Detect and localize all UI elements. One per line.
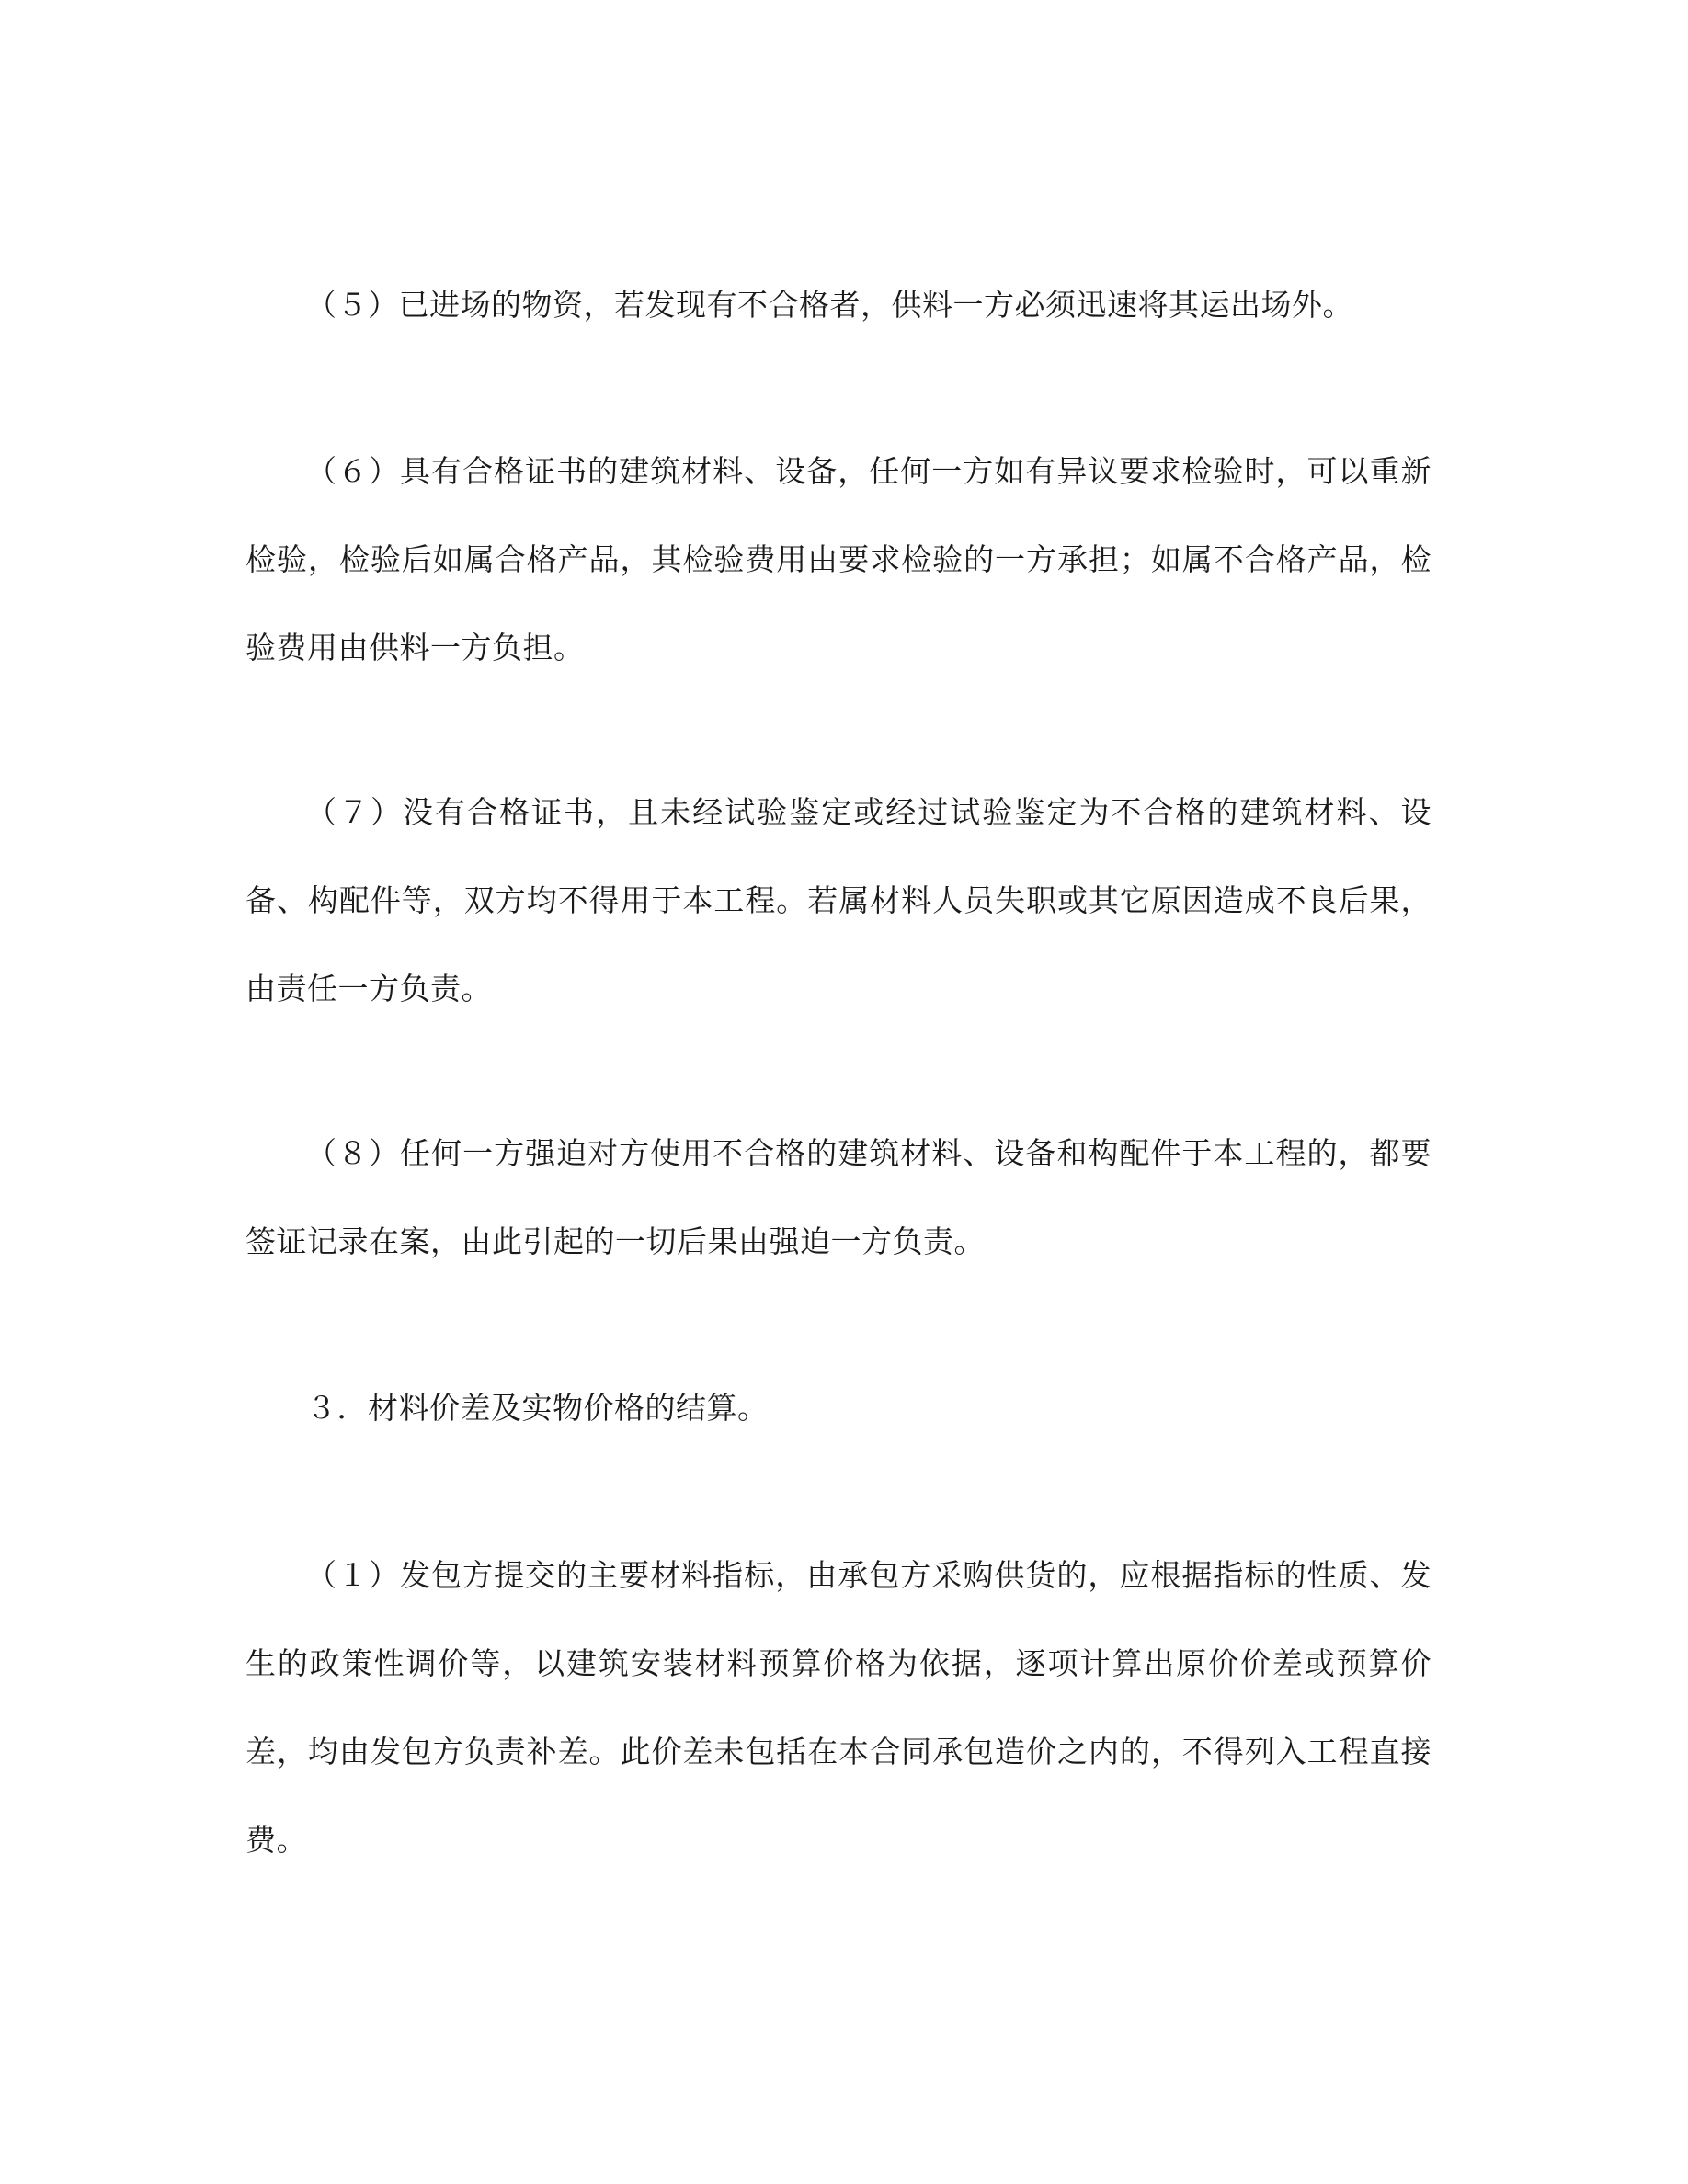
section-heading-3: ３．材料价差及实物价格的结算。: [306, 1390, 769, 1426]
paragraph-item-8: （８）任何一方强迫对方使用不合格的建筑材料、设备和构配件于本工程的，都要签证记录在案，由此引起的一切后果由强迫一方负责。: [245, 1135, 1431, 1259]
paragraph-item-1: （１）发包方提交的主要材料指标，由承包方采购供货的，应根据指标的性质、发生的政策性调价等，以建筑安装材料预算价格为依据，逐项计算出原价价差或预算价差，均由发包方负责补差。此价差未包括在本合同承包造价之内的，不得列入工程直接费。: [245, 1557, 1431, 1858]
paragraph-item-5: （５）已进场的物资，若发现有不合格者，供料一方必须迅速将其运出场外。: [306, 287, 1353, 323]
paragraph-item-6: （６）具有合格证书的建筑材料、设备，任何一方如有异议要求检验时，可以重新检验，检验后如属合格产品，其检验费用由要求检验的一方承担；如属不合格产品，检验费用由供料一方负担。: [245, 453, 1431, 665]
paragraph-item-7: （７）没有合格证书，且未经试验鉴定或经过试验鉴定为不合格的建筑材料、设备、构配件等，双方均不得用于本工程。若属材料人员失职或其它原因造成不良后果，由责任一方负责。: [245, 794, 1431, 1007]
